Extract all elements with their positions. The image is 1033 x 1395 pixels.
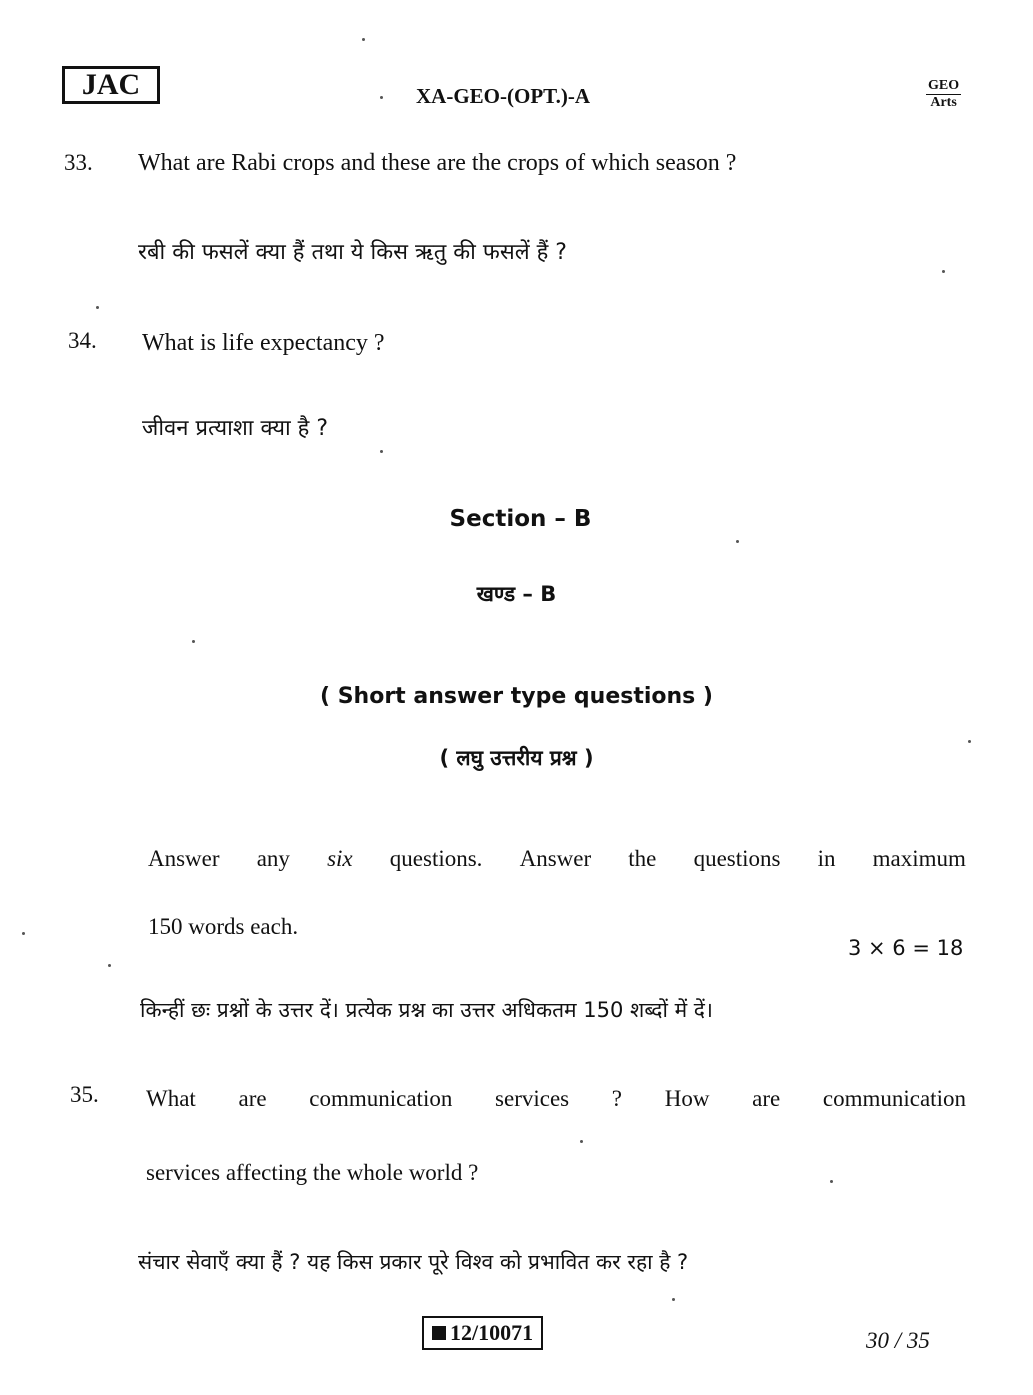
scan-speck [192,640,195,643]
scan-speck [380,450,383,453]
footer-code-box [422,1316,543,1350]
scan-speck [830,1180,833,1183]
question-35-hindi: संचार सेवाएँ क्या हैं ? यह किस प्रकार पूरे विश्व को प्रभावित कर रहा है ? [138,1250,689,1274]
question-34-hindi: जीवन प्रत्याशा क्या है ? [142,416,329,441]
paper-code: XA-GEO-(OPT.)-A [416,84,590,108]
scan-speck [580,1140,583,1143]
instruction-word: maximum [872,846,966,871]
question-35-line-2: services affecting the whole world ? [146,1160,479,1185]
instruction-line-2: 150 words each. [148,914,299,939]
scan-speck [96,306,99,309]
scan-speck [736,540,739,543]
scan-speck [672,1298,675,1301]
instruction-word: in [817,846,836,871]
instruction-word: questions [693,846,781,871]
scan-speck [380,96,383,99]
question-35-line-1 [146,1086,966,1112]
corner-stream: Arts [930,95,957,110]
instruction-word: the [628,846,657,871]
instruction-hindi: किन्हीं छः प्रश्नों के उत्तर दें। प्रत्येक प्रश्न का उत्तर अधिकतम 150 शब्दों में दें। [140,998,713,1022]
question-word: ? [611,1086,623,1111]
instruction-line-1 [148,846,966,872]
question-33-number: 33. [64,150,93,175]
question-word: How [664,1086,710,1111]
instruction-word: six [327,846,353,871]
scan-speck [362,38,365,41]
question-word: are [238,1086,267,1111]
section-type: ( Short answer type questions ) [320,684,713,709]
board-logo-box [62,66,160,104]
subject-corner-mark [926,78,961,111]
question-33-english: What are Rabi crops and these are the crops of which season ? [138,150,737,176]
section-title-hindi: खण्ड – B [476,582,557,606]
instruction-word: Answer [148,846,220,871]
board-name: JAC [81,68,141,101]
question-34-english: What is life expectancy ? [142,330,385,356]
section-title: Section – B [449,506,592,532]
scan-speck [968,740,971,743]
scan-speck [22,932,25,935]
question-word: are [752,1086,781,1111]
question-word: What [146,1086,196,1111]
marks-allotment: 3 × 6 = 18 [848,936,964,960]
square-marker-icon [432,1326,446,1340]
scan-speck [108,964,111,967]
instruction-word: any [256,846,290,871]
instruction-word: Answer [519,846,592,871]
question-word: services [495,1086,570,1111]
question-35-number: 35. [70,1082,99,1107]
question-33-hindi: रबी की फसलें क्या हैं तथा ये किस ऋतु की फसलें हैं ? [138,240,567,265]
question-word: communication [822,1086,966,1111]
section-type-hindi: ( लघु उत्तरीय प्रश्न ) [439,746,594,770]
scan-speck [942,270,945,273]
footer-code: 12/10071 [450,1320,534,1345]
question-34-number: 34. [68,328,97,353]
question-word: communication [309,1086,453,1111]
corner-subject: GEO [928,78,960,93]
page-number: 30 / 35 [866,1328,930,1353]
instruction-word: questions. [389,846,483,871]
